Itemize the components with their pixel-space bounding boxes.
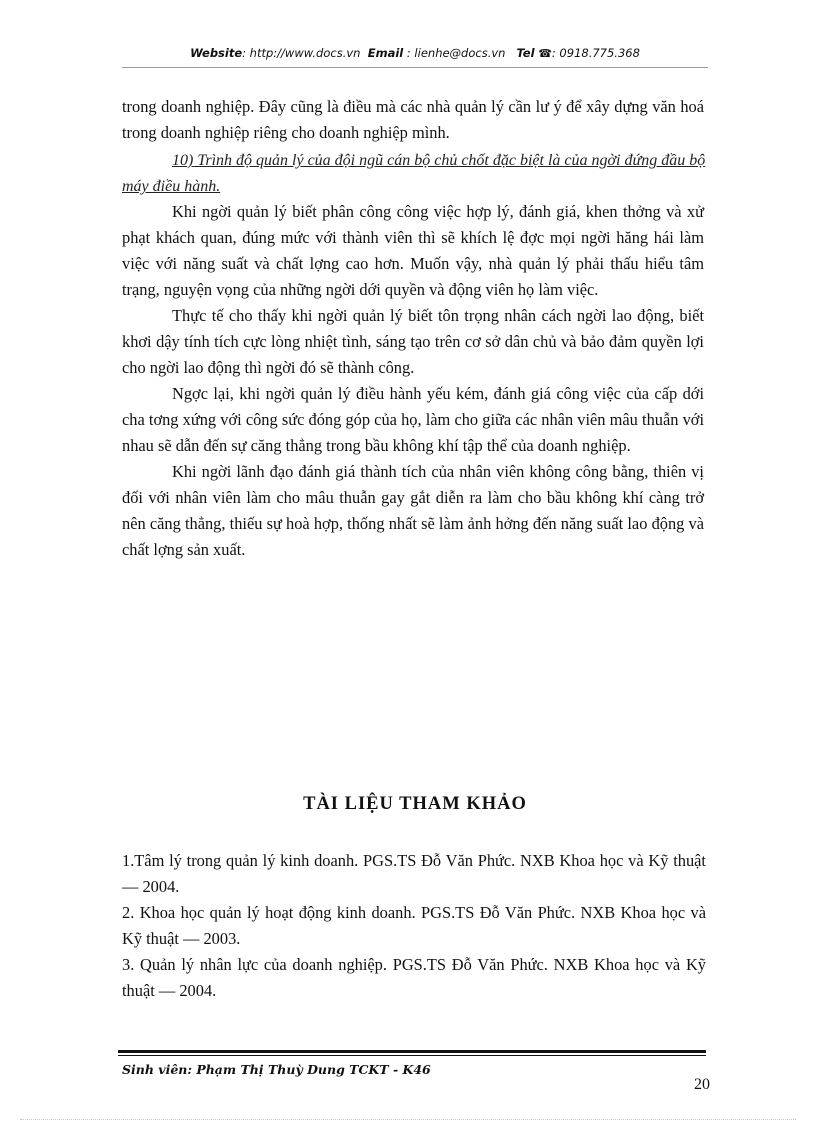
references-title: TÀI LIỆU THAM KHẢO <box>303 794 527 814</box>
paragraph-2: Thực tế cho thấy khi ngời quản lý biết tôn trọng nhân cách ngời lao động, biết khơi dậy tính tích cực lòng nhiệt tình, sáng tạo trên cơ sở dân chủ và bảo đảm quyền lợi cho ngời lao động thì ngời đó sẽ thành công. <box>122 306 704 377</box>
reference-item-3: 3. Quản lý nhân lực của doanh nghiệp. PGS.TS Đỗ Văn Phức. NXB Khoa học và Kỹ thuật — 2004. <box>122 955 706 1000</box>
page-header <box>122 46 708 66</box>
paragraph-3: Ngợc lại, khi ngời quản lý điều hành yếu kém, đánh giá công việc của cấp dới cha tơng xứng với công sức đóng góp của họ, làm cho giữa các nhân viên mâu thuẫn với nhau sẽ dẫn đến sự căng thẳng trong bầu không khí tập thể của doanh nghiệp. <box>122 384 704 455</box>
tel-number: : 0918.775.368 <box>551 46 640 60</box>
bottom-dotted-border <box>20 1119 796 1120</box>
continuation-paragraph <box>122 94 704 146</box>
tel-label: Tel <box>516 46 535 60</box>
page-number: 20 <box>694 1076 710 1093</box>
footer-divider-thin <box>118 1055 706 1056</box>
reference-item-2: 2. Khoa học quản lý hoạt động kinh doanh. PGS.TS Đỗ Văn Phức. NXB Khoa học và Kỹ thuật — 2003. <box>122 903 706 948</box>
website-url[interactable]: : http://www.docs.vn <box>242 46 361 60</box>
header-divider <box>122 67 708 68</box>
paragraph-1: Khi ngời quản lý biết phân công công việc hợp lý, đánh giá, khen thởng và xử phạt khách quan, đúng mức với thành viên thì sẽ khích lệ đợc mọi ngời hăng hái làm việc với năng suất và chất lợng cao hơn. Muốn vậy, nhà quản lý phải thấu hiểu tâm trạng, nguyện vọng của những ngời dới quyền và động viên họ làm việc. <box>122 202 704 299</box>
footer-student: Sinh viên: Phạm Thị Thuỳ Dung TCKT - K46 <box>122 1062 431 1077</box>
website-label: Website <box>190 46 243 60</box>
email-label: Email <box>367 46 404 60</box>
section-body <box>122 199 704 563</box>
paragraph-4: Khi ngời lãnh đạo đánh giá thành tích của nhân viên không công bằng, thiên vị đối với nhân viên làm cho mâu thuẫn gay gắt diễn ra làm cho bầu không khí càng trở nên căng thẳng, thiếu sự hoà hợp, thống nhất sẽ làm ảnh hởng đến năng suất lao động và chất lợng sản xuất. <box>122 462 704 559</box>
phone-icon: ☎ <box>538 47 552 60</box>
references-list <box>122 848 706 1004</box>
reference-item-1: 1.Tâm lý trong quản lý kinh doanh. PGS.TS Đỗ Văn Phức. NXB Khoa học và Kỹ thuật — 2004. <box>122 851 706 896</box>
email-address[interactable]: : lienhe@docs.vn <box>406 46 506 60</box>
paragraph-text: trong doanh nghiệp. Đây cũng là điều mà các nhà quản lý cần lư ý để xây dựng văn hoá trong doanh nghiệp riêng cho doanh nghiệp mình. <box>122 97 704 142</box>
section-subheading: 10) Trình độ quản lý của đội ngũ cán bộ chủ chốt đặc biệt là của ngời đứng đầu bộ máy điều hành. <box>122 152 706 195</box>
footer-divider-thick <box>118 1050 706 1053</box>
